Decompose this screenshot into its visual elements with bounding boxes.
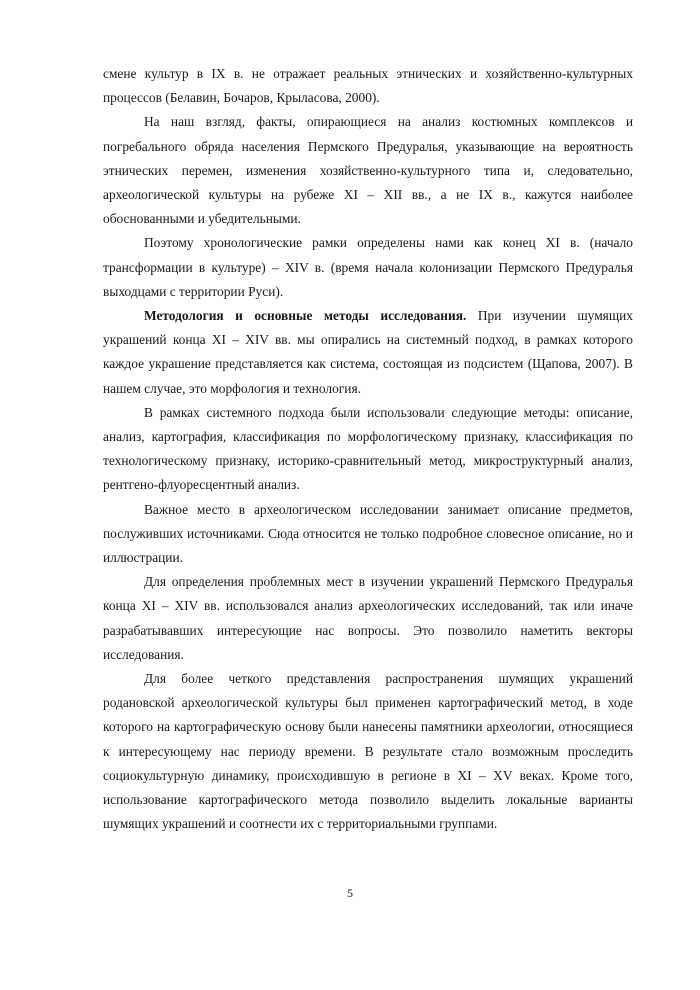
section-heading: Методология и основные методы исследования. bbox=[144, 308, 467, 324]
page-number: 5 bbox=[347, 886, 353, 900]
body-text bbox=[103, 62, 633, 837]
paragraph-3: Поэтому хронологические рамки определены нами как конец XI в. (начало трансформации в культуре) – XIV в. (время начала колонизации Пермского Предуралья выходцами с территории Руси). bbox=[103, 235, 633, 299]
paragraph-7: Для определения проблемных мест в изучении украшений Пермского Предуралья конца XI – XIV вв. использовался анализ археологических исследований, так или иначе разрабатывавших интересующие нас вопросы. Это позволило наметить векторы исследования. bbox=[103, 574, 633, 662]
paragraph-methodology: Методология и основные методы исследования. При изучении шумящих украшений конца XI – XIV вв. мы опирались на системный подход, в рамках которого каждое украшение представляется как система, состоящая из подсистем (Щапова, 2007). В нашем случае, это морфология и технология. bbox=[103, 308, 634, 396]
paragraph-2: На наш взгляд, факты, опирающиеся на анализ костюмных комплексов и погребального обряда населения Пермского Предуралья, указывающие на вероятность этнических перемен, изменения хозяйственно-культурного типа и, следовательно, археологической культуры на рубеже XI – XII вв., а не IX в., кажутся наиболее обоснованными и убедительными. bbox=[103, 114, 633, 227]
paragraph-1: смене культур в IX в. не отражает реальных этнических и хозяйственно-культурных процессов (Белавин, Бочаров, Крыласова, 2000). bbox=[103, 66, 633, 106]
paragraph-6: Важное место в археологическом исследовании занимает описание предметов, послуживших источниками. Сюда относится не только подробное словесное описание, но и иллюстрации. bbox=[103, 501, 633, 566]
paragraph-5: В рамках системного подхода были использовали следующие методы: описание, анализ, картография, классификация по морфологическому признаку, классификация по технологическому признаку, историко-сравнительный метод, микроструктурный анализ, рентгено-флуоресцентный анализ. bbox=[103, 404, 633, 493]
paragraph-8: Для более четкого представления распространения шумящих украшений родановской археологической культуры был применен картографический метод, в ходе которого на картографическую основу были нанесены памятники археологии, относящиеся к интересующему нас периоду времени. В результате стало возможным проследить социокультурную динамику, происходившую в регионе в XI – XV веках. Кроме того, использование картографического метода позволило выделить локальные варианты шумящих украшений и соотнести их с территориальными группами. bbox=[103, 671, 633, 832]
